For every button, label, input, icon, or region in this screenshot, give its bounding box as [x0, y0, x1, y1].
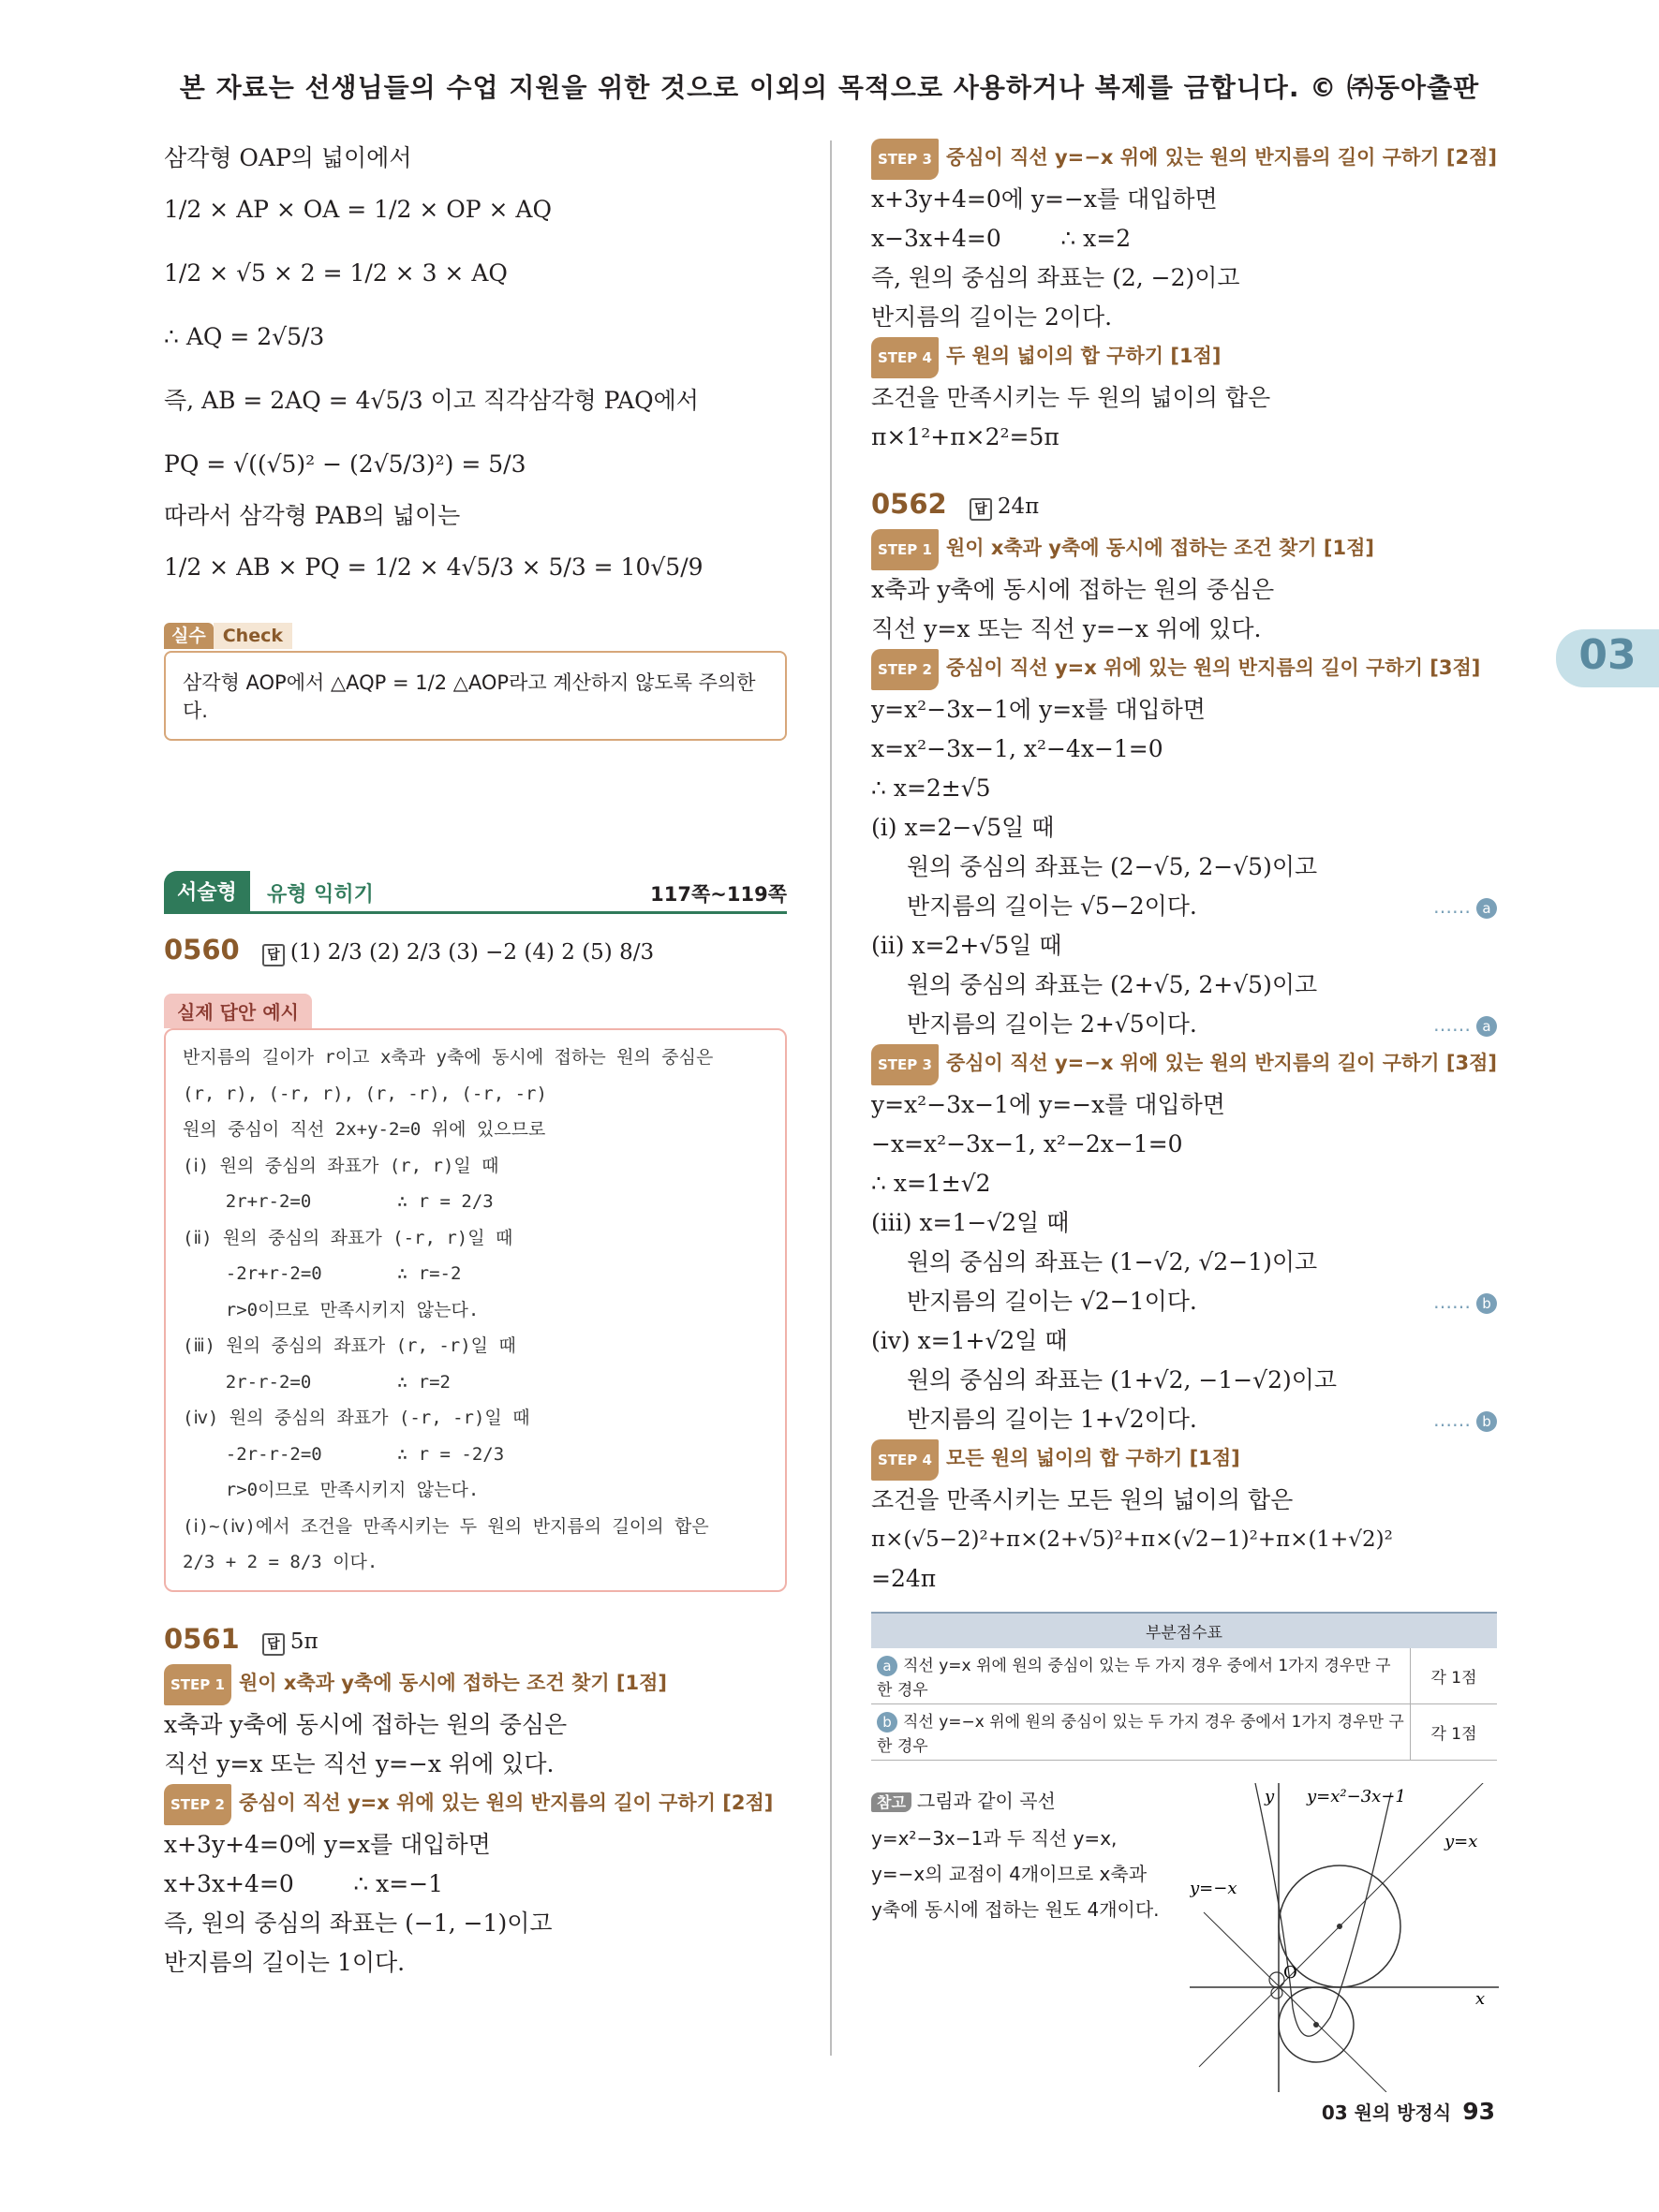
step-tag: STEP 4	[871, 1439, 939, 1481]
step-title: 중심이 직선 y=x 위에 있는 원의 반지름의 길이 구하기 [3점]	[945, 656, 1481, 679]
text-line: 즉, 원의 중심의 좌표는 (2, −2)이고	[871, 264, 1240, 291]
check-header	[164, 622, 787, 647]
handwritten-line: r>0이므로 만족시키지 않는다.	[183, 1299, 480, 1320]
step-heading	[871, 139, 1497, 180]
text-line: x+3x+4=0 ∴ x=−1	[164, 1869, 444, 1897]
formula-line: 1/2 × AP × OA = 1/2 × OP × AQ	[164, 196, 552, 223]
handwritten-line: (ⅳ) 원의 중심의 좌표가 (-r, -r)일 때	[183, 1408, 530, 1428]
line-text: 반지름의 길이는 1+√2이다.	[907, 1406, 1197, 1433]
line-text: 반지름의 길이는 √2−1이다.	[907, 1288, 1197, 1315]
handwritten-line: 반지름의 길이가 r이고 x축과 y축에 동시에 접하는 원의 중심은	[183, 1047, 714, 1068]
line-neg-label: y=−x	[1190, 1879, 1237, 1898]
line-pos-label: y=x	[1444, 1832, 1478, 1851]
step-tag: STEP 2	[871, 649, 939, 690]
step-title: 두 원의 넓이의 합 구하기 [1점]	[945, 345, 1222, 367]
line-text: 반지름의 길이는 √5−2이다.	[907, 892, 1197, 920]
table-row	[871, 1704, 1497, 1761]
text-line: 삼각형 OAP의 넓이에서	[164, 144, 412, 171]
step-heading	[164, 1784, 787, 1825]
score-mark-a	[877, 1653, 903, 1676]
text-line	[871, 887, 1497, 926]
check-title: Check	[214, 623, 292, 649]
small-circle	[1269, 1972, 1284, 1987]
formula-line: PQ = √((√5)² − (2√5/3)²) = 5/3	[164, 450, 526, 478]
dots: ……	[1433, 895, 1471, 918]
step-heading	[871, 529, 1497, 570]
mark-letter: a	[877, 1656, 897, 1676]
problem-number: 0562	[871, 488, 947, 520]
answer-icon: 답	[262, 1633, 285, 1656]
text-line: (ⅱ) x=2+√5일 때	[871, 932, 1062, 959]
text-line: 조건을 만족시키는 모든 원의 넓이의 합은	[871, 1486, 1294, 1513]
text-line: 원의 중심의 좌표는 (1−√2, √2−1)이고	[907, 1248, 1318, 1276]
text-line: 원의 중심의 좌표는 (1+√2, −1−√2)이고	[907, 1366, 1338, 1394]
score-mark-b	[877, 1709, 903, 1733]
handwritten-line: (ⅰ)~(ⅳ)에서 조건을 만족시키는 두 원의 반지름의 길이의 합은	[183, 1515, 709, 1537]
section-header	[164, 872, 787, 914]
curve-label: y=x²−3x−1	[1307, 1787, 1406, 1806]
footer-section: 03 원의 방정식	[1321, 2101, 1452, 2124]
table-row	[871, 1648, 1497, 1704]
line-y-equals-neg-x	[1204, 1912, 1386, 2092]
text-line: x+3y+4=0에 y=x를 대입하면	[164, 1830, 491, 1858]
step-tag: STEP 3	[871, 1044, 939, 1085]
circles-graph	[1190, 1783, 1499, 2092]
text-line: 반지름의 길이는 1이다.	[164, 1948, 406, 1976]
problem-number: 0561	[164, 1622, 240, 1655]
text-line: 직선 y=x 또는 직선 y=−x 위에 있다.	[164, 1749, 555, 1777]
handwritten-line: 2r-r-2=0 ∴ r=2	[183, 1371, 451, 1393]
text-line: (ⅰ) x=2−√5일 때	[871, 814, 1055, 841]
answer-icon: 답	[262, 944, 285, 966]
answer-icon: 답	[970, 498, 992, 521]
text-line: 따라서 삼각형 PAB의 넓이는	[164, 502, 461, 529]
answer	[262, 1630, 318, 1654]
note-area	[871, 1783, 1497, 2092]
handwritten-line: r>0이므로 만족시키지 않는다.	[183, 1480, 480, 1500]
y-axis-label: y	[1265, 1787, 1275, 1806]
note-line: y축에 동시에 접하는 원도 4개이다.	[871, 1898, 1160, 1921]
center-dot	[1337, 1924, 1342, 1929]
step-heading	[164, 1664, 787, 1705]
text-line: x−3x+4=0 ∴ x=2	[871, 225, 1132, 252]
problem-0560-header	[164, 927, 787, 975]
note-tag: 참고	[871, 1792, 911, 1812]
score-points: 각 1점	[1411, 1648, 1498, 1704]
text-line: 즉, 원의 중심의 좌표는 (−1, −1)이고	[164, 1909, 553, 1937]
section-pages: 117쪽~119쪽	[650, 883, 787, 906]
column-divider	[830, 140, 832, 2056]
step-heading	[871, 337, 1497, 378]
answer-text: (1) 2/3 (2) 2/3 (3) −2 (4) 2 (5) 8/3	[289, 940, 655, 965]
text-line: 반지름의 길이는 2이다.	[871, 303, 1113, 331]
x-axis-label: x	[1475, 1989, 1486, 2009]
score-cell	[871, 1704, 1411, 1761]
answer	[970, 494, 1039, 519]
partial-score-table	[871, 1612, 1497, 1761]
step-tag: STEP 1	[871, 529, 939, 570]
check-text: 삼각형 AOP에서 △AQP = 1/2 △AOP라고 계산하지 않도록 주의한다.	[183, 671, 756, 722]
text-line: −x=x²−3x−1, x²−2x−1=0	[871, 1130, 1183, 1158]
section-tag: 서술형	[164, 871, 250, 911]
step-title: 모든 원의 넓이의 합 구하기 [1점]	[945, 1447, 1240, 1469]
step-tag: STEP 3	[871, 139, 939, 180]
problem-0562-header	[871, 481, 1497, 529]
step-heading	[871, 1044, 1497, 1085]
handwritten-line: (r, r), (-r, r), (r, -r), (-r, -r)	[183, 1083, 547, 1104]
step-heading	[871, 649, 1497, 690]
handwritten-line: (ⅱ) 원의 중심의 좌표가 (-r, r)일 때	[183, 1227, 513, 1248]
formula-line: ∴ AQ = 2√5/3	[164, 323, 325, 350]
mark-letter: a	[1476, 898, 1497, 919]
score-mark-b	[1433, 1282, 1497, 1321]
step-title: 중심이 직선 y=−x 위에 있는 원의 반지름의 길이 구하기 [3점]	[945, 1052, 1497, 1074]
answer	[262, 940, 654, 965]
note-text: 그림과 같이 곡선	[916, 1790, 1056, 1812]
handwritten-line: -2r+r-2=0 ∴ r=-2	[183, 1263, 462, 1284]
copyright-notice: 본 자료는 선생님들의 수업 지원을 위한 것으로 이외의 목적으로 사용하거나 복제를 금합니다. © ㈜동아출판	[179, 72, 1480, 103]
text-line: x+3y+4=0에 y=−x를 대입하면	[871, 185, 1218, 213]
step-tag: STEP 2	[164, 1784, 231, 1825]
text-line	[871, 1005, 1497, 1044]
formula-line: 1/2 × AB × PQ = 1/2 × 4√5/3 × 5/3 = 10√5/9	[164, 553, 704, 581]
score-points: 각 1점	[1411, 1704, 1498, 1761]
text-line: 원의 중심의 좌표는 (2−√5, 2−√5)이고	[907, 853, 1318, 880]
text-line: 조건을 만족시키는 두 원의 넓이의 합은	[871, 384, 1271, 411]
dots: ……	[1433, 1408, 1471, 1431]
handwritten-line: -2r-r-2=0 ∴ r = -2/3	[183, 1443, 505, 1465]
mark-letter: b	[877, 1712, 897, 1733]
text-line: (ⅲ) x=1−√2일 때	[871, 1209, 1070, 1236]
right-column	[871, 139, 1497, 2092]
step-title: 중심이 직선 y=x 위에 있는 원의 반지름의 길이 구하기 [2점]	[238, 1791, 774, 1814]
step-title: 원이 x축과 y축에 동시에 접하는 조건 찾기 [1점]	[945, 537, 1375, 559]
chapter-tab-number: 03	[1578, 631, 1637, 679]
mark-letter: a	[1476, 1016, 1497, 1037]
score-text: 직선 y=−x 위에 원의 중심이 있는 두 가지 경우 중에서 1가지 경우만 구한 경우	[877, 1713, 1404, 1756]
text-line	[871, 1400, 1497, 1439]
step-heading	[871, 1439, 1497, 1481]
page-number: 93	[1462, 2098, 1495, 2125]
dots: ……	[1433, 1290, 1471, 1313]
text-line: ∴ x=2±√5	[871, 774, 991, 802]
score-cell	[871, 1648, 1411, 1704]
score-table-title: 부분점수표	[871, 1613, 1497, 1648]
text-line: 원의 중심의 좌표는 (2+√5, 2+√5)이고	[907, 971, 1318, 998]
line-y-equals-x	[1199, 1783, 1489, 2067]
step-title: 중심이 직선 y=−x 위에 있는 원의 반지름의 길이 구하기 [2점]	[945, 146, 1497, 169]
line-text: 반지름의 길이는 2+√5이다.	[907, 1010, 1197, 1038]
text-line: x=x²−3x−1, x²−4x−1=0	[871, 735, 1163, 762]
handwritten-line: (ⅲ) 원의 중심의 좌표가 (r, -r)일 때	[183, 1335, 516, 1356]
mark-letter: b	[1476, 1411, 1497, 1432]
step-title: 원이 x축과 y축에 동시에 접하는 조건 찾기 [1점]	[238, 1671, 668, 1694]
example-tab: 실제 답안 예시	[164, 994, 312, 1028]
formula-line: 1/2 × √5 × 2 = 1/2 × 3 × AQ	[164, 259, 508, 287]
check-tag: 실수	[164, 623, 214, 649]
text-line: y=x²−3x−1에 y=−x를 대입하면	[871, 1091, 1225, 1118]
example-box	[164, 1028, 787, 1592]
text-line: ∴ x=1±√2	[871, 1170, 991, 1197]
text-line	[871, 1282, 1497, 1321]
section-title: 유형 익히기	[267, 883, 374, 907]
score-mark-a	[1433, 887, 1497, 926]
dots: ……	[1433, 1013, 1471, 1036]
formula-line: 즉, AB = 2AQ = 4√5/3 이고 직각삼각형 PAQ에서	[164, 387, 699, 414]
note-line: y=−x의 교점이 4개이므로 x축과	[871, 1863, 1148, 1885]
problem-0561-header	[164, 1616, 787, 1664]
text-line: x축과 y축에 동시에 접하는 원의 중심은	[871, 576, 1275, 603]
text-line: π×(√5−2)²+π×(2+√5)²+π×(√2−1)²+π×(1+√2)²	[871, 1527, 1393, 1552]
handwritten-line: 2/3 + 2 = 8/3 이다.	[183, 1552, 378, 1572]
text-line: =24π	[871, 1565, 937, 1592]
handwritten-line: 원의 중심이 직선 2x+y-2=0 위에 있으므로	[183, 1119, 546, 1140]
step-tag: STEP 1	[164, 1664, 231, 1705]
answer-text: 24π	[997, 494, 1040, 519]
mark-letter: b	[1476, 1293, 1497, 1314]
score-mark-a	[1433, 1005, 1497, 1044]
handwritten-line: (ⅰ) 원의 중심의 좌표가 (r, r)일 때	[183, 1155, 499, 1176]
origin-label: O	[1283, 1963, 1297, 1983]
text-line: x축과 y축에 동시에 접하는 원의 중심은	[164, 1710, 568, 1738]
score-mark-b	[1433, 1400, 1497, 1439]
text-line: y=x²−3x−1에 y=x를 대입하면	[871, 696, 1206, 723]
score-text: 직선 y=x 위에 원의 중심이 있는 두 가지 경우 중에서 1가지 경우만 구한 경우	[877, 1657, 1391, 1700]
note-line: y=x²−3x−1과 두 직선 y=x,	[871, 1827, 1118, 1850]
answer-text: 5π	[289, 1629, 318, 1654]
text-line: π×1²+π×2²=5π	[871, 423, 1059, 450]
text-line: 직선 y=x 또는 직선 y=−x 위에 있다.	[871, 615, 1262, 642]
center-dot	[1313, 2022, 1319, 2028]
handwritten-line: 2r+r-2=0 ∴ r = 2/3	[183, 1191, 494, 1212]
left-column	[164, 139, 787, 1983]
page-footer	[1322, 2098, 1495, 2125]
text-line: (ⅳ) x=1+√2일 때	[871, 1327, 1068, 1354]
step-tag: STEP 4	[871, 337, 939, 378]
check-box	[164, 651, 787, 741]
problem-number: 0560	[164, 934, 240, 966]
